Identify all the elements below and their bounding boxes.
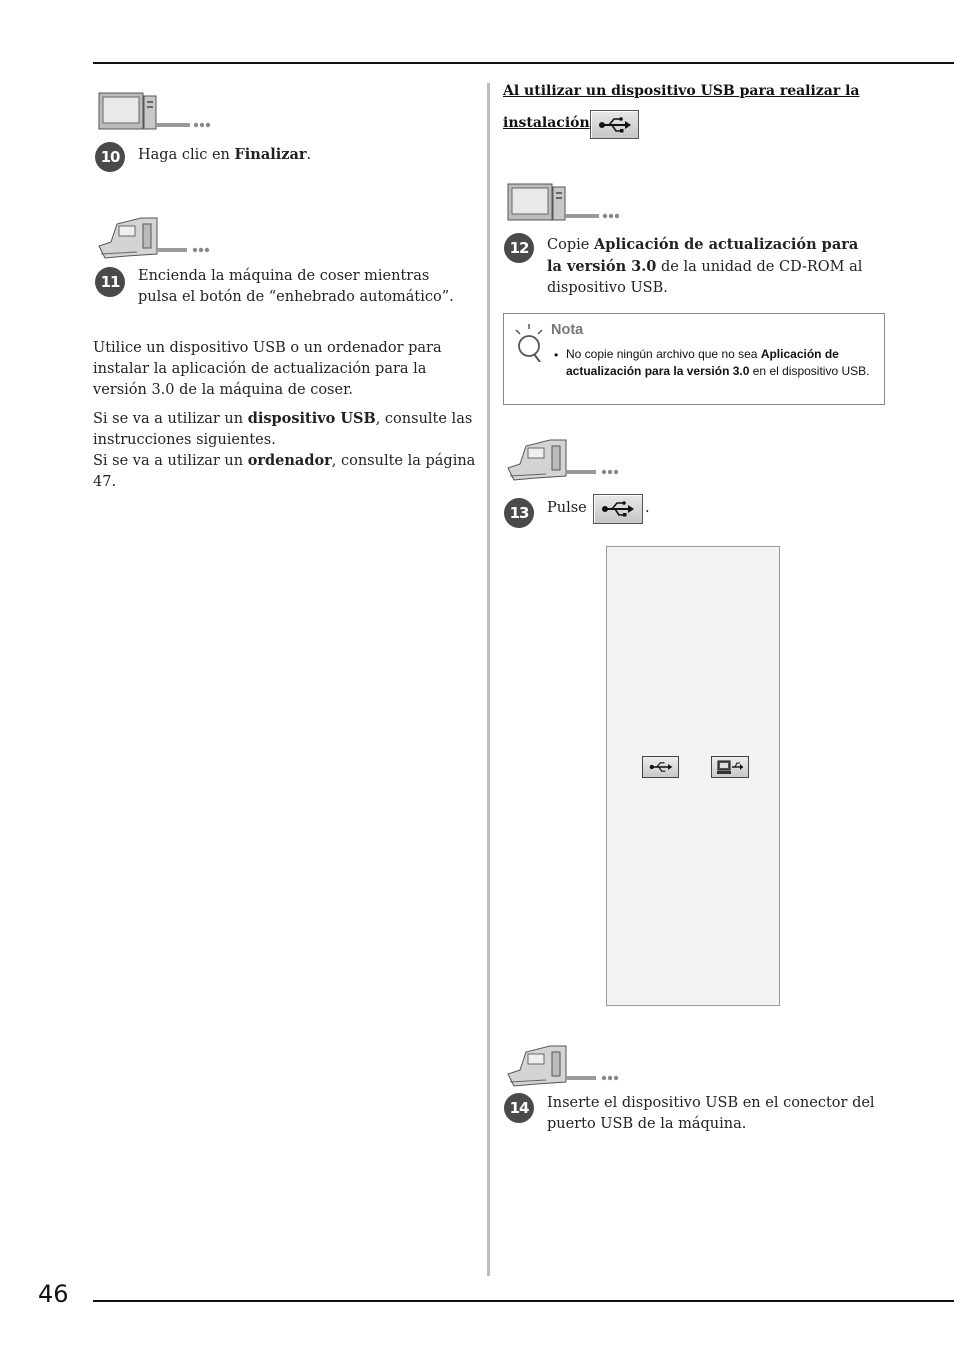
step-13-period: . [645, 500, 650, 516]
section-heading-line2: instalación [503, 115, 590, 131]
usb-device-paragraph: Si se va a utilizar un dispositivo USB, consulte las instrucciones siguientes. [93, 410, 473, 448]
sewing-machine-icon [97, 216, 215, 267]
screen-computer-usb-button[interactable] [711, 756, 749, 778]
note-title: Nota [551, 322, 584, 338]
top-rule [93, 62, 954, 64]
section-heading-line1: Al utilizar un dispositivo USB para realizar la [503, 83, 860, 99]
note-text: No copie ningún archivo que no sea Aplicación de actualización para la versión 3.0 en el dispositivo USB. [566, 347, 870, 378]
usb-button[interactable] [593, 494, 643, 524]
usb-icon [590, 110, 639, 139]
step-number-11: 11 [95, 267, 125, 297]
step-14-text: Inserte el dispositivo USB en el conector del puerto USB de la máquina. [547, 1095, 875, 1132]
computer-paragraph: Si se va a utilizar un ordenador, consulte la página 47. [93, 452, 476, 490]
step-number-10: 10 [95, 142, 125, 172]
note-bullet: • [554, 348, 559, 362]
step-11-text: Encienda la máquina de coser mientras pulsa el botón de “enhebrado automático”. [138, 268, 454, 305]
step-number-14: 14 [504, 1093, 534, 1123]
bottom-rule [93, 1300, 954, 1302]
step-12-text: Copie Aplicación de actualización para la versión 3.0 de la unidad de CD-ROM al dispositivo USB. [547, 236, 863, 296]
screen-usb-button[interactable] [642, 756, 679, 778]
column-divider [487, 83, 490, 1276]
step-13-text: Pulse [547, 500, 587, 516]
step-number-13: 13 [504, 498, 534, 528]
sewing-machine-icon [506, 1044, 624, 1095]
intro-paragraph: Utilice un dispositivo USB o un ordenador para instalar la aplicación de actualización para la versión 3.0 de la máquina de coser. [93, 340, 442, 398]
sewing-machine-icon [506, 438, 624, 489]
step-number-12: 12 [504, 233, 534, 263]
machine-screen [606, 546, 780, 1006]
page-number: 46 [38, 1280, 69, 1308]
step-10-text: Haga clic en Finalizar. [138, 146, 312, 163]
computer-icon [507, 183, 625, 230]
note-bulb-icon [512, 322, 546, 367]
note-box [503, 313, 885, 405]
computer-icon [98, 92, 216, 139]
